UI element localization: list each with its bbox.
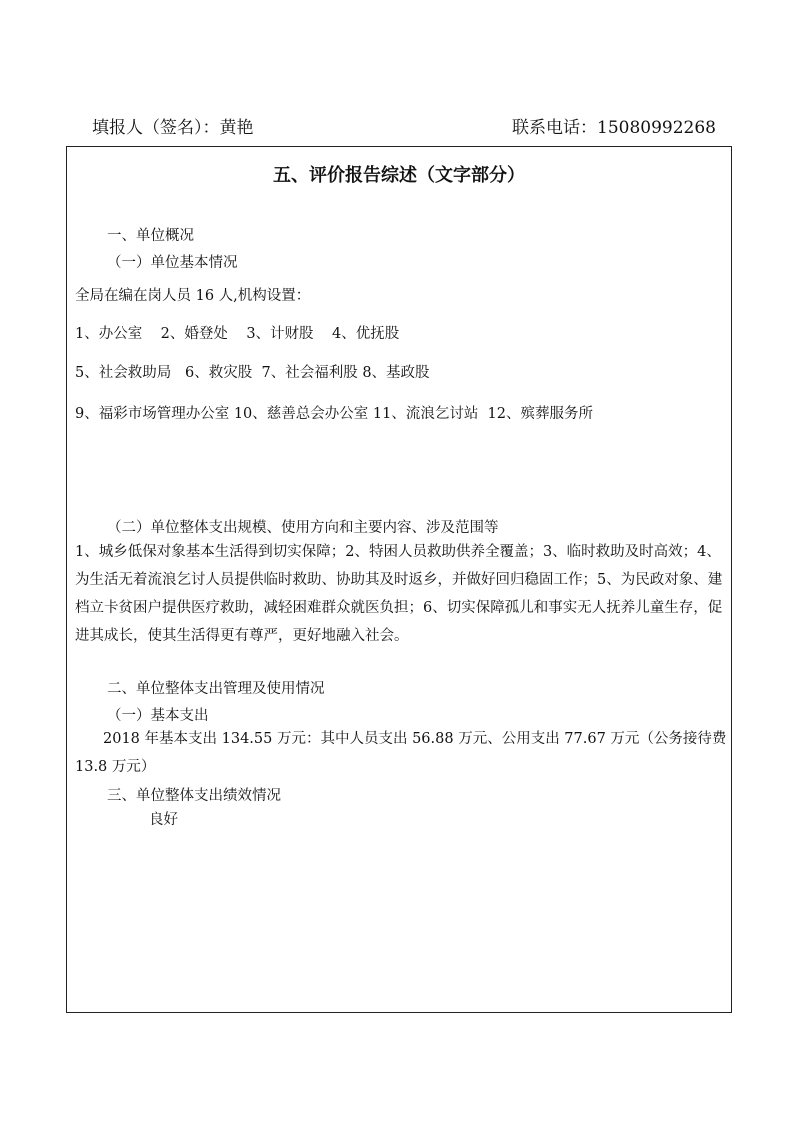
contact-phone: 联系电话：15080992268 — [512, 118, 716, 138]
report-header — [0, 113, 793, 143]
expenditure-scope-subheading: （二）单位整体支出规模、使用方向和主要内容、涉及范围等 — [107, 520, 499, 536]
report-box — [66, 146, 732, 1013]
basic-info-subheading: （一）单位基本情况 — [107, 255, 238, 271]
performance-heading: 三、单位整体支出绩效情况 — [107, 788, 281, 804]
basic-expenditure-text: 2018 年基本支出 134.55 万元：其中人员支出 56.88 万元、公用支出 77.67 万元（公务接待费 13.8 万元） — [75, 731, 727, 775]
section-title: 五、评价报告综述（文字部分） — [273, 165, 525, 186]
staff-count: 全局在编在岗人员 16 人,机构设置： — [75, 288, 311, 304]
org-list-line-1: 1、办公室 2、婚登处 3、计财股 4、优抚股 — [75, 326, 400, 342]
expenditure-scope-text: 1、城乡低保对象基本生活得到切实保障；2、特困人员救助供养全覆盖；3、临时救助及时高效；4、为生活无着流浪乞讨人员提供临时救助、协助其及时返乡，并做好回归稳固工作；5、为民政对象、建档立卡贫困户提供医疗救助，减轻困难群众就医负担；6、切实保障孤儿和事实无人抚养儿童生存，促进其成长，使其生活得更有尊严，更好地融入社会。 — [75, 544, 723, 644]
org-list-line-2: 5、社会救助局 6、救灾股 7、社会福利股 8、基政股 — [75, 365, 430, 381]
unit-overview-heading: 一、单位概况 — [107, 228, 194, 244]
org-list-line-3: 9、福彩市场管理办公室 10、慈善总会办公室 11、流浪乞讨站 12、殡葬服务所 — [75, 406, 594, 422]
basic-expenditure-subheading: （一）基本支出 — [107, 708, 209, 724]
filler-signature: 填报人（签名）：黄艳 — [92, 118, 254, 138]
expenditure-management-heading: 二、单位整体支出管理及使用情况 — [107, 681, 325, 697]
performance-text: 良好 — [149, 812, 178, 828]
